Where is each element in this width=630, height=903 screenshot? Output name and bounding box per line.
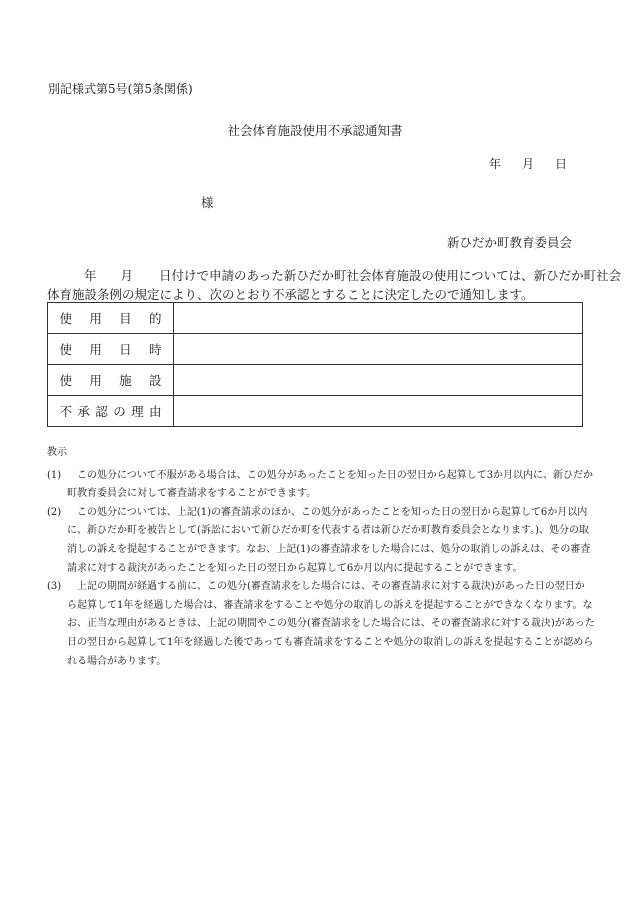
row-label-facility: 使用施設 xyxy=(48,365,174,396)
row-value-reason xyxy=(174,396,583,427)
document-title: 社会体育施設使用不承認通知書 xyxy=(227,123,403,138)
row-value-datetime xyxy=(174,334,583,365)
date-line xyxy=(489,155,567,172)
table-row xyxy=(48,334,583,365)
details-table xyxy=(47,302,583,427)
form-label: 別記様式第5号(第5条関係) xyxy=(48,82,193,96)
issuer: 新ひだか町教育委員会 xyxy=(446,235,572,250)
row-label-purpose: 使用目的 xyxy=(48,303,174,334)
instruction-number: (1) xyxy=(47,469,62,481)
instruction-line: お、正当な理由があるときは、上記の期間やこの処分(審査請求をした場合には、その審査請求に対する裁決)があった xyxy=(67,618,595,630)
body-year: 年 xyxy=(84,268,97,283)
notice-body xyxy=(47,266,622,304)
instruction-line: ら起算して1年を経過した場合は、審査請求をすることや処分の取消しの訴えを提起することができなくなります。な xyxy=(67,599,593,611)
row-value-facility xyxy=(174,365,583,396)
instruction-line: この処分について不服がある場合は、この処分があったことを知った日の翌日から起算して3か月以内に、新ひだか xyxy=(77,469,594,481)
instruction-number: (3) xyxy=(47,581,62,593)
body-line1: 日付けで申請のあった新ひだか町社会体育施設の使用については、新ひだか町社会 xyxy=(159,268,622,283)
body-line2: 体育施設条例の規定により、次のとおり不承認とすることに決定したので通知します。 xyxy=(47,287,534,302)
row-label-datetime: 使用日時 xyxy=(48,334,174,365)
instruction-item xyxy=(47,578,595,671)
instruction-line: 請求に対する裁決があったことを知った日の翌日から起算して6か月以内に提起することができます。 xyxy=(67,562,523,574)
instructions xyxy=(47,444,595,671)
date-month: 月 xyxy=(522,157,535,171)
body-month: 月 xyxy=(120,268,134,283)
instruction-item xyxy=(47,467,592,504)
row-value-purpose xyxy=(174,303,583,334)
instruction-line: この処分については、上記(1)の審査請求のほか、この処分があったことを知った日の翌日から起算して6か月以内 xyxy=(77,506,588,518)
date-year: 年 xyxy=(489,157,502,171)
table-row xyxy=(48,303,583,334)
instructions-heading: 教示 xyxy=(47,447,67,458)
instruction-line: 日の翌日から起算して1年を経過した後であっても審査請求をすることや処分の取消しの訴えを提起することが認めら xyxy=(67,636,594,648)
date-day: 日 xyxy=(555,157,568,171)
instruction-item xyxy=(47,504,592,578)
row-label-reason: 不承認の理由 xyxy=(48,396,174,427)
instruction-line: 上記の期間が経過する前に、この処分(審査請求をした場合には、その審査請求に対する裁決)があった日の翌日か xyxy=(77,581,585,593)
instruction-line: れる場合があります。 xyxy=(67,655,167,667)
instruction-line: 町教育委員会に対して審査請求をすることができます。 xyxy=(67,488,317,500)
instruction-number: (2) xyxy=(47,506,62,518)
instruction-line: 消しの訴えを提起することができます。なお、上記(1)の審査請求をした場合には、処分の取消しの訴えは、その審査 xyxy=(67,543,591,555)
table-row xyxy=(48,365,583,396)
instruction-line: に、新ひだか町を被告として(訴訟において新ひだか町を代表する者は新ひだか町教育委員会となります。)、処分の取 xyxy=(67,525,590,537)
addressee-suffix: 様 xyxy=(201,195,214,210)
table-row xyxy=(48,396,583,427)
